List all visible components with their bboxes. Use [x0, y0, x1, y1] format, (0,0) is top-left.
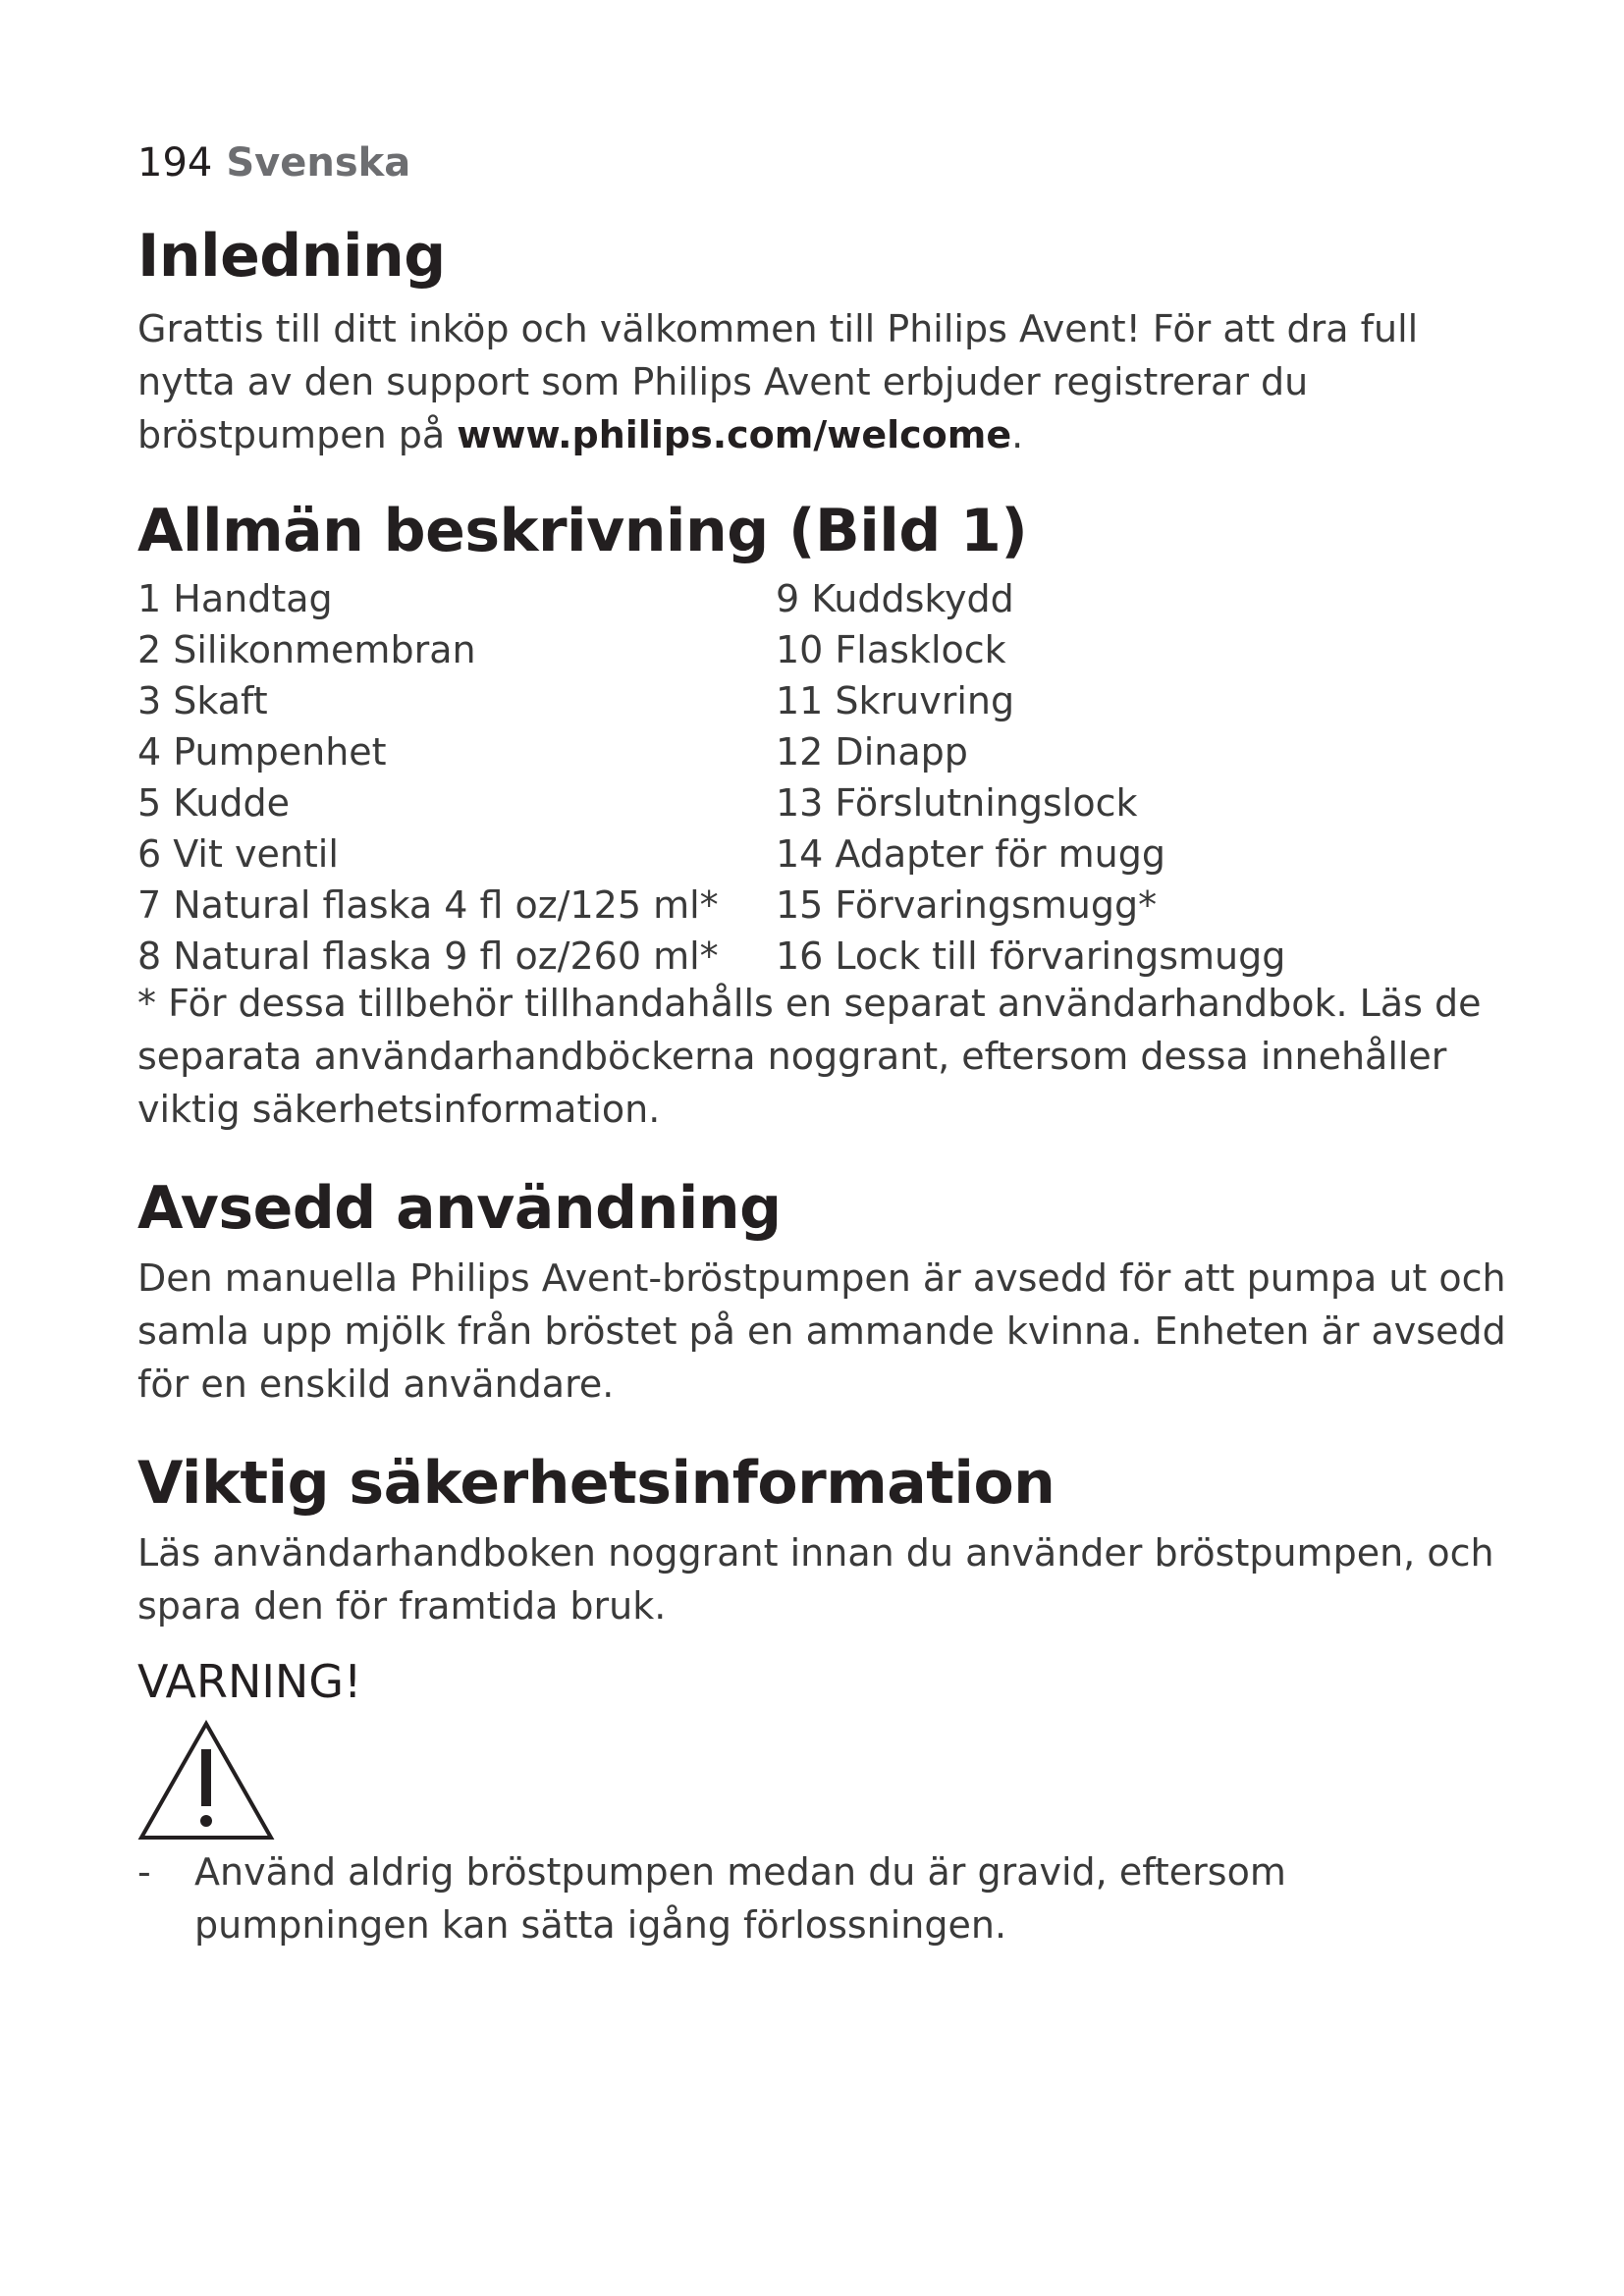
list-item: 1 Handtag	[137, 577, 333, 620]
warning-bullet: Använd aldrig bröstpumpen medan du är gravid, eftersom pumpningen kan sätta igång förlossningen.	[194, 1850, 1286, 1947]
intended-use-heading: Avsedd användning	[137, 1174, 782, 1243]
welcome-link[interactable]: www.philips.com/welcome	[457, 413, 1012, 456]
intro-text: Grattis till ditt inköp och välkommen till Philips Avent! För att dra full nytta av den support som Philips Avent erbjuder registrerar du bröstpumpen på	[137, 307, 1419, 456]
page-header	[137, 139, 410, 187]
intro-paragraph	[137, 302, 1512, 461]
safety-paragraph: Läs användarhandboken noggrant innan du använder bröstpumpen, och spara den för framtida bruk.	[137, 1531, 1494, 1628]
intro-heading: Inledning	[137, 222, 446, 291]
parts-list-right	[776, 573, 1285, 982]
language-label: Svenska	[226, 140, 411, 186]
intro-text-end: .	[1011, 413, 1024, 456]
list-item: 10 Flasklock	[776, 628, 1006, 671]
list-item: 15 Förvaringsmugg*	[776, 883, 1158, 927]
warning-heading: VARNING!	[137, 1655, 362, 1708]
bullet-marker: -	[137, 1850, 151, 1894]
list-item: 5 Kudde	[137, 781, 290, 825]
list-item: 2 Silikonmembran	[137, 628, 476, 671]
list-item: 13 Förslutningslock	[776, 781, 1138, 825]
list-item: 3 Skaft	[137, 679, 268, 722]
list-item: 9 Kuddskydd	[776, 577, 1014, 620]
list-item: 8 Natural flaska 9 fl oz/260 ml*	[137, 934, 719, 978]
list-item: 12 Dinapp	[776, 730, 968, 774]
list-item: 16 Lock till förvaringsmugg	[776, 934, 1286, 978]
page-number: 194	[137, 140, 213, 186]
list-item: 7 Natural flaska 4 fl oz/125 ml*	[137, 883, 719, 927]
list-item: 11 Skruvring	[776, 679, 1015, 722]
list-item: 4 Pumpenhet	[137, 730, 387, 774]
warning-triangle-icon	[137, 1720, 275, 1842]
list-item: 14 Adapter för mugg	[776, 832, 1165, 876]
parts-list-left	[137, 573, 719, 982]
general-description-heading: Allmän beskrivning (Bild 1)	[137, 497, 1028, 565]
list-item: 6 Vit ventil	[137, 832, 339, 876]
intended-use-paragraph: Den manuella Philips Avent-bröstpumpen är avsedd för att pumpa ut och samla upp mjölk från bröstet på en ammande kvinna. Enheten är avsedd för en enskild användare.	[137, 1256, 1506, 1406]
accessories-footnote: * För dessa tillbehör tillhandahålls en separat användarhandbok. Läs de separata användarhandböckerna noggrant, eftersom dessa innehåller viktig säkerhetsinformation.	[137, 982, 1482, 1131]
safety-heading: Viktig säkerhetsinformation	[137, 1449, 1056, 1518]
